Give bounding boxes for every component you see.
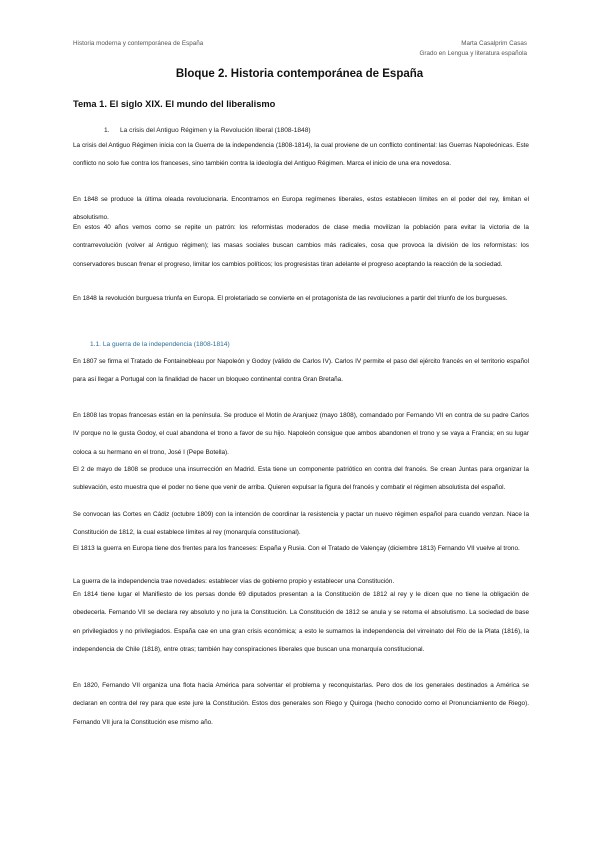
- paragraph: En 1814 tiene lugar el Manifiesto de los persas donde 69 diputados presentan a la Constitución de 1812 al rey y le dicen que no tiene la obligación de obedecerla. Fernando VII se declara rey absoluto y no jura la Constitución. La Constitución de 1812 se anula y se retoma el absolutismo. La sociedad de base en privilegiados y no privilegiados. España cae en una gran crisis económica; a esto le sumamos la independencia del virreinato del Río de la Plata (1816), la independencia de Chile (1818), entre otras; también hay conspiraciones liberales que buscan una monarquía constitucional.: [73, 591, 529, 653]
- paragraph: El 1813 la guerra en Europa tiene dos frentes para los franceses: España y Rusia. Con el Tratado de Valençay (diciembre 1813) Fernando VII vuelve al trono.: [73, 545, 520, 552]
- paragraph: En 1848 la revolución burguesa triunfa en Europa. El proletariado se convierte en el protagonista de las revoluciones a partir del triunfo de los burgueses.: [73, 295, 508, 302]
- header-author-name: Marta Casalprim Casas: [461, 40, 527, 47]
- paragraph: El 2 de mayo de 1808 se produce una insurrección en Madrid. Esta tiene un componente patriótico en contra del francés. Se crean Juntas para organizar la sublevación, esto muestra que el poder no tiene que venir de arriba. Quieren expulsar la figura del francés y combatir el régimen absolutista del español.: [73, 466, 529, 492]
- paragraph: La guerra de la independencia trae novedades: establecer vías de gobierno propio y establecer una Constitución.: [73, 578, 395, 585]
- paragraph: En 1807 se firma el Tratado de Fontainebleau por Napoleón y Godoy (válido de Carlos IV). Carlos IV permite el paso del ejército francés en el territorio español para así llegar a Portugal con la finalidad de hacer un bloqueo continental contra Gran Bretaña.: [73, 358, 529, 384]
- paragraph: En 1848 se produce la última oleada revolucionaria. Encontramos en Europa regímenes liberales, estos establecen límites en el poder del rey, limitan el absolutismo.: [73, 196, 529, 222]
- page-title: Bloque 2. Historia contemporánea de España: [175, 68, 424, 80]
- paragraph: En 1808 las tropas francesas están en la península. Se produce el Motín de Aranjuez (mayo 1808), comandado por Fernando VII en contra de su padre Carlos IV porque no le gusta Godoy, el cual abandona el trono a favor de su hijo. Napoleón consigue que ambos abandonen el trono y se vaya a Francia; en su lugar coloca a su hermano en el trono, José I (Pepe Botella).: [73, 412, 529, 456]
- paragraph: La crisis del Antiguo Régimen inicia con la Guerra de la independencia (1808-1814), la cual proviene de un conflicto continental: las Guerras Napoleónicas. Este conflicto no solo fue contra los franceses, sino también contra la ideología del Antiguo Régimen. Marca el inicio de una era novedosa.: [73, 142, 529, 168]
- theme-heading: Tema 1. El siglo XIX. El mundo del liberalismo: [73, 99, 276, 109]
- paragraph: En estos 40 años vemos como se repite un patrón: los reformistas moderados de clase media movilizan la población para evitar la victoria de la contrarrevolución (volver al Antiguo régimen); las masas sociales buscan cambios más radicales, cosa que provoca la división de los reformistas: los conservadores buscan frenar el progreso, limitar los cambios políticos; los progresistas tiran adelante el progreso aceptando la reacción de la sociedad.: [73, 224, 529, 268]
- paragraph: Se convocan las Cortes en Cádiz (octubre 1809) con la intención de coordinar la resistencia y pactar un nuevo régimen español para cuando venzan. Nace la Constitución de 1812, la cual establece límites al rey (monarquía constitucional).: [73, 511, 529, 537]
- subsection-heading: 1.1. La guerra de la independencia (1808-1814): [90, 341, 230, 348]
- header-author: [420, 39, 527, 59]
- section-title: La crisis del Antiguo Régimen y la Revolución liberal (1808-1848): [120, 127, 311, 134]
- header-degree: Grado en Lengua y literatura española: [419, 50, 527, 57]
- header-course: Historia moderna y contemporánea de España: [73, 40, 204, 47]
- section-heading: [104, 127, 311, 134]
- section-number: 1.: [104, 127, 110, 134]
- paragraph: En 1820, Fernando VII organiza una flota hacia América para solventar el problema y reconquistarlas. Pero dos de los generales destinados a América se declaran en contra del rey para que este jure la Constitución. Estos dos generales son Riego y Quiroga (hecho conocido como el Pronunciamiento de Riego). Fernando VII jura la Constitución ese mismo año.: [73, 682, 529, 726]
